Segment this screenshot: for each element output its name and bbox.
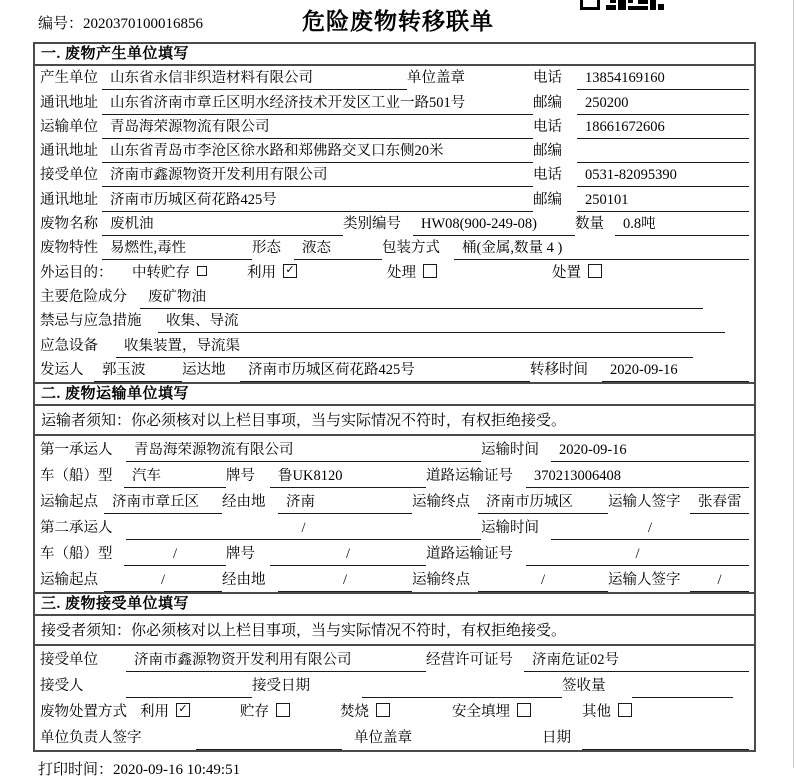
received-amount-label: 签收量 xyxy=(562,677,606,694)
disposal-use-checkbox-item xyxy=(140,700,240,724)
disposal-incinerate-checkbox-label: 焚烧 xyxy=(340,703,369,720)
acceptor-label: 接受人 xyxy=(40,677,84,694)
second-carrier-value: / xyxy=(126,520,481,540)
accept-unit-value: 济南市鑫源物资开发利用有限公司 xyxy=(126,652,426,672)
hazard-component-label: 主要危险成分 xyxy=(40,288,127,305)
receiver-seal-label: 单位盖章 xyxy=(354,729,412,746)
form-row xyxy=(35,436,754,462)
producer-phone-label: 电话 xyxy=(533,70,562,87)
waste-name-label: 废物名称 xyxy=(40,216,98,233)
form-row xyxy=(35,514,754,540)
waste-property-label: 废物特性 xyxy=(40,240,98,257)
emergency-equipment-label: 应急设备 xyxy=(40,337,98,354)
transport-address-label: 通讯地址 xyxy=(40,143,98,160)
page-title: 危险废物转移联单 xyxy=(302,9,494,34)
use-checkbox: ✓ xyxy=(283,264,297,278)
waste-name-value: 废机油 xyxy=(102,216,343,236)
first-via-value: 济南 xyxy=(278,494,412,514)
receiver-postcode-label: 邮编 xyxy=(533,191,562,208)
first-vehicle-type-label: 车（船）型 xyxy=(40,467,113,484)
first-signature-value: 张春雷 xyxy=(690,494,749,514)
first-road-permit-label: 道路运输证号 xyxy=(426,467,513,484)
disposal-landfill-checkbox xyxy=(517,703,531,717)
form-row xyxy=(35,333,754,357)
transfer-purpose-label: 外运目的： xyxy=(40,264,113,281)
disposal-incinerate-checkbox xyxy=(376,703,390,717)
emergency-measures-value: 收集、导流 xyxy=(158,313,725,333)
receiver-address-value: 济南市历城区荷花路425号 xyxy=(102,192,533,212)
first-transport-date-value: 2020-09-16 xyxy=(551,442,749,462)
transit-storage-checkbox xyxy=(197,266,207,276)
emergency-measures-label: 禁忌与应急措施 xyxy=(40,313,142,330)
form-label: 形态 xyxy=(252,240,281,257)
second-vehicle-type-label: 车（船）型 xyxy=(40,545,113,562)
second-plate-label: 牌号 xyxy=(226,545,255,562)
responsible-signature-label: 单位负责人签字 xyxy=(40,729,142,746)
seal-date-label: 日期 xyxy=(542,729,571,746)
first-plate-label: 牌号 xyxy=(226,467,255,484)
page-header xyxy=(0,0,796,40)
first-signature-label: 运输人签字 xyxy=(608,493,681,510)
shipper-label: 发运人 xyxy=(40,361,84,378)
packaging-label: 包装方式 xyxy=(382,240,440,257)
transit-storage-checkbox-label: 中转贮存 xyxy=(132,264,190,281)
form-row xyxy=(35,488,754,514)
doc-number-label: 编号： xyxy=(38,16,84,32)
form-row xyxy=(35,139,754,163)
disposal-landfill-checkbox-label: 安全填埋 xyxy=(452,703,510,720)
treat-checkbox xyxy=(423,264,437,278)
disposal-storage-checkbox xyxy=(276,703,290,717)
waste-property-value: 易燃性,毒性 xyxy=(102,240,252,260)
form-row xyxy=(35,260,754,284)
first-plate-value: 鲁UK8120 xyxy=(270,468,426,488)
emergency-equipment-value: 收集装置，导流渠 xyxy=(116,338,693,358)
received-amount-value xyxy=(632,695,733,698)
second-vehicle-type-value: / xyxy=(124,546,226,566)
qr-code-fragment xyxy=(580,0,664,10)
section-producer xyxy=(35,44,754,382)
form-row xyxy=(35,724,754,750)
disposal-storage-checkbox-item xyxy=(240,700,340,724)
transport-unit-label: 运输单位 xyxy=(40,118,98,135)
second-origin-label: 运输起点 xyxy=(40,571,98,588)
form-row xyxy=(35,358,754,382)
treat-checkbox-item xyxy=(387,261,552,285)
first-endpoint-label: 运输终点 xyxy=(412,493,470,510)
first-carrier-value: 青岛海荣源物流有限公司 xyxy=(126,442,481,462)
second-transport-date-value: / xyxy=(551,520,749,540)
disposal-other-checkbox-item xyxy=(582,700,632,724)
dispose-checkbox-label: 处置 xyxy=(552,264,581,281)
destination-label: 运达地 xyxy=(182,361,226,378)
first-endpoint-value: 济南市历城区 xyxy=(478,494,608,514)
form-row xyxy=(35,462,754,488)
destination-value: 济南市历城区荷花路425号 xyxy=(240,362,530,382)
receiver-notice: 接受者须知：你必须核对以上栏目事项，当与实际情况不符时，有权拒绝接受。 xyxy=(35,616,754,646)
second-via-value: / xyxy=(278,572,412,592)
producer-unit-label: 产生单位 xyxy=(40,70,98,87)
receiver-unit-label: 接受单位 xyxy=(40,167,98,184)
section-title-producer: 一. 废物产生单位填写 xyxy=(35,44,754,66)
transport-postcode-label: 邮编 xyxy=(533,143,562,160)
transport-address-value: 山东省青岛市李沧区徐水路和郑佛路交叉口东侧20米 xyxy=(102,143,533,163)
responsible-signature-value xyxy=(196,747,342,750)
use-checkbox-label: 利用 xyxy=(247,264,276,281)
form-row xyxy=(35,285,754,309)
accept-date-label: 接受日期 xyxy=(252,677,310,694)
disposal-method-label: 废物处置方式 xyxy=(40,703,127,720)
form-value: 液态 xyxy=(294,240,382,260)
producer-phone-value: 13854169160 xyxy=(577,70,749,90)
receiver-address-label: 通讯地址 xyxy=(40,191,98,208)
shipper-value: 郭玉波 xyxy=(94,362,182,382)
disposal-other-checkbox xyxy=(618,703,632,717)
second-via-label: 经由地 xyxy=(222,571,266,588)
form-row xyxy=(35,66,754,90)
transfer-date-value: 2020-09-16 xyxy=(602,362,749,382)
print-time-value: 2020-09-16 10:49:51 xyxy=(113,761,241,778)
section-title-receiver: 三. 废物接受单位填写 xyxy=(35,594,754,616)
form-row xyxy=(35,212,754,236)
category-code-label: 类别编号 xyxy=(343,216,401,233)
doc-number-value: 2020370100016856 xyxy=(83,16,204,32)
seal-date-value xyxy=(582,747,749,750)
quantity-label: 数量 xyxy=(575,216,604,233)
first-origin-label: 运输起点 xyxy=(40,493,98,510)
producer-unit-value: 山东省永信非织造材料有限公司 xyxy=(102,70,407,90)
treat-checkbox-label: 处理 xyxy=(387,264,416,281)
transfer-date-label: 转移时间 xyxy=(530,361,588,378)
section-transporter xyxy=(35,382,754,592)
license-number-value: 济南危证02号 xyxy=(524,652,749,672)
form-row xyxy=(35,540,754,566)
receiver-unit-value: 济南市鑫源物资开发利用有限公司 xyxy=(102,167,533,187)
second-signature-label: 运输人签字 xyxy=(608,571,681,588)
transit-storage-checkbox-item xyxy=(132,261,247,285)
section-title-transporter: 二. 废物运输单位填写 xyxy=(35,384,754,406)
form-row xyxy=(35,90,754,114)
second-carrier-label: 第二承运人 xyxy=(40,519,113,536)
receiver-postcode-value: 250101 xyxy=(577,192,749,212)
first-transport-date-label: 运输时间 xyxy=(481,441,539,458)
accept-unit-label: 接受单位 xyxy=(40,651,98,668)
producer-postcode-value: 250200 xyxy=(577,95,749,115)
form-row xyxy=(35,115,754,139)
second-plate-value: / xyxy=(270,546,426,566)
accept-date-value xyxy=(362,695,562,698)
form-row xyxy=(35,646,754,672)
form-row xyxy=(35,187,754,211)
producer-address-value: 山东省济南市章丘区明水经济技术开发区工业一路501号 xyxy=(102,95,533,115)
transporter-notice: 运输者须知：你必须核对以上栏目事项，当与实际情况不符时，有权拒绝接受。 xyxy=(35,406,754,436)
print-time-label: 打印时间： xyxy=(38,761,114,778)
first-carrier-label: 第一承运人 xyxy=(40,441,113,458)
disposal-landfill-checkbox-item xyxy=(452,700,582,724)
print-time xyxy=(38,758,796,779)
second-signature-value: / xyxy=(690,572,749,592)
quantity-value: 0.8吨 xyxy=(615,216,749,236)
category-code-value: HW08(900-249-08) xyxy=(413,216,575,236)
form-row xyxy=(35,672,754,698)
second-origin-value: / xyxy=(104,572,222,592)
hazard-component-value: 废矿物油 xyxy=(140,289,703,309)
disposal-incinerate-checkbox-item xyxy=(340,700,452,724)
producer-address-label: 通讯地址 xyxy=(40,94,98,111)
second-endpoint-value: / xyxy=(478,572,608,592)
first-road-permit-value: 370213006408 xyxy=(526,468,749,488)
form-row xyxy=(35,566,754,592)
license-number-label: 经营许可证号 xyxy=(426,651,513,668)
second-road-permit-value: / xyxy=(526,546,749,566)
page-edge xyxy=(793,0,794,768)
dispose-checkbox-item xyxy=(552,261,602,285)
transport-phone-value: 18661672606 xyxy=(577,119,749,139)
unit-seal-label: 单位盖章 xyxy=(407,70,465,87)
second-road-permit-label: 道路运输证号 xyxy=(426,545,513,562)
acceptor-value xyxy=(126,695,252,698)
disposal-storage-checkbox-label: 贮存 xyxy=(240,703,269,720)
first-via-label: 经由地 xyxy=(222,493,266,510)
disposal-other-checkbox-label: 其他 xyxy=(582,703,611,720)
transport-postcode-value xyxy=(577,160,749,163)
transport-phone-label: 电话 xyxy=(533,118,562,135)
first-origin-value: 济南市章丘区 xyxy=(104,494,222,514)
form-row xyxy=(35,236,754,260)
second-transport-date-label: 运输时间 xyxy=(481,519,539,536)
second-endpoint-label: 运输终点 xyxy=(412,571,470,588)
form-row xyxy=(35,163,754,187)
producer-postcode-label: 邮编 xyxy=(533,94,562,111)
form-row xyxy=(35,698,754,724)
disposal-use-checkbox: ✓ xyxy=(176,703,190,717)
transport-unit-value: 青岛海荣源物流有限公司 xyxy=(102,119,533,139)
dispose-checkbox xyxy=(588,264,602,278)
form-row xyxy=(35,309,754,333)
section-receiver xyxy=(35,592,754,750)
packaging-value: 桶(金属,数量 4 ) xyxy=(454,240,749,260)
manifest-table xyxy=(33,42,756,752)
receiver-phone-value: 0531-82095390 xyxy=(577,167,749,187)
first-vehicle-type-value: 汽车 xyxy=(124,468,226,488)
receiver-phone-label: 电话 xyxy=(533,167,562,184)
disposal-use-checkbox-label: 利用 xyxy=(140,703,169,720)
use-checkbox-item xyxy=(247,261,387,285)
